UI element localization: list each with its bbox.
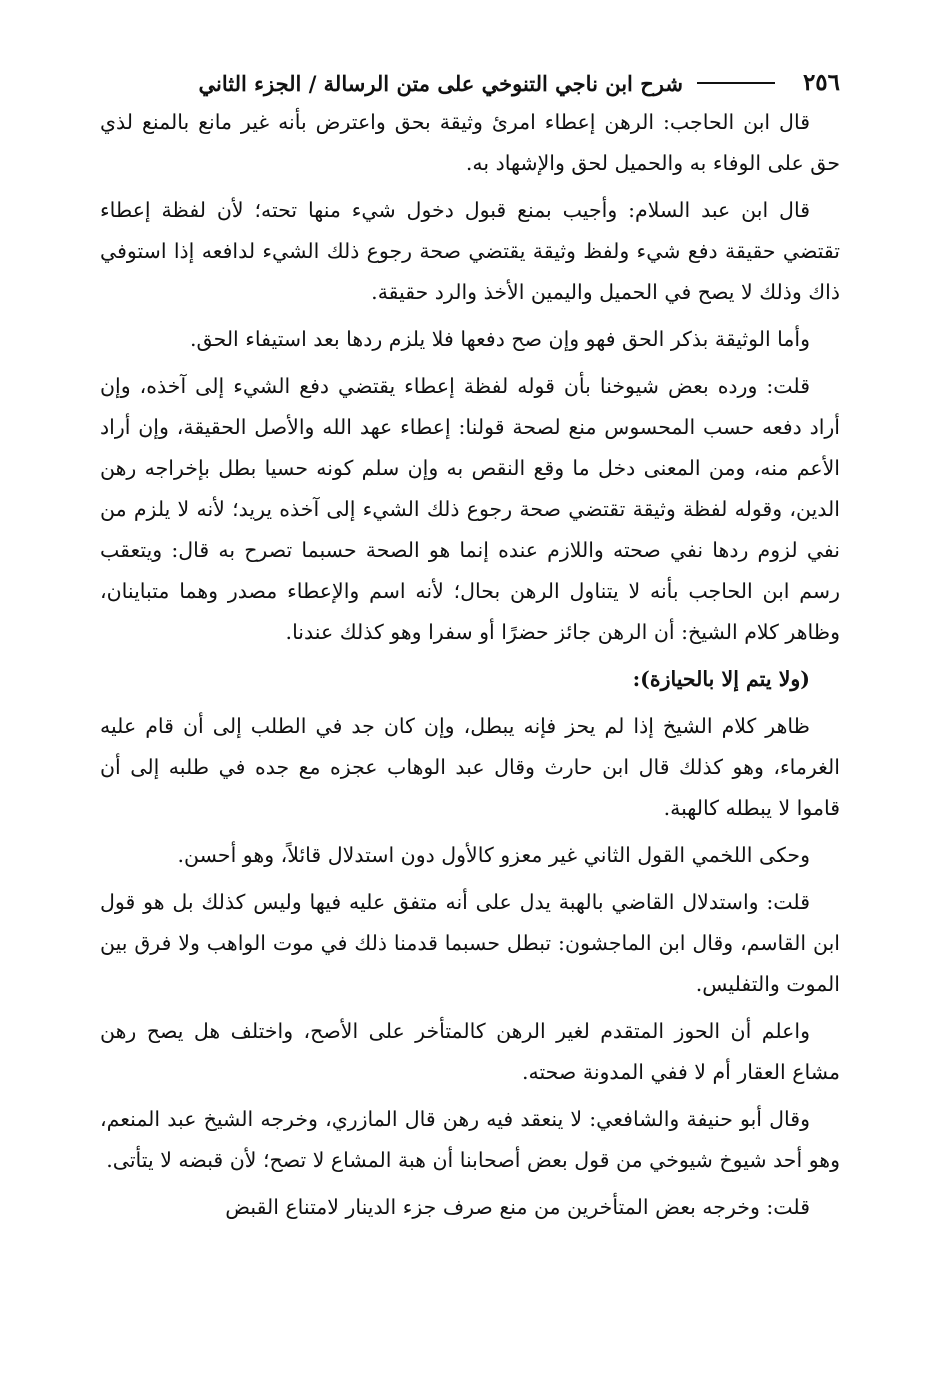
- paragraph: وأما الوثيقة بذكر الحق فهو وإن صح دفعها فلا يلزم ردها بعد استيفاء الحق.: [189, 327, 810, 351]
- paragraph: قلت: وخرجه بعض المتأخرين من منع صرف جزء الدينار لامتناع القبض: [225, 1195, 810, 1219]
- paragraph: قال ابن الحاجب: الرهن إعطاء امرئ وثيقة بحق واعترض بأنه غير مانع بالمنع لذي حق على الوفاء به والحميل لحق والإشهاد به.: [100, 110, 840, 175]
- running-title: شرح ابن ناجي التنوخي على متن الرسالة / الجزء الثاني: [198, 71, 683, 96]
- section-heading: (ولا يتم إلا بالحيازة):: [632, 667, 810, 691]
- body-text: [100, 102, 840, 1228]
- paragraph: وقال أبو حنيفة والشافعي: لا ينعقد فيه رهن قال المازري، وخرجه الشيخ عبد المنعم، وهو أحد شيوخ شيوخي من قول بعض أصحابنا أن هبة المشاع لا تصح؛ لأن قبضه لا يتأتى.: [100, 1107, 840, 1172]
- page-header: [100, 52, 840, 96]
- header-rule: [697, 82, 775, 84]
- paragraph: وحكى اللخمي القول الثاني غير معزو كالأول دون استدلال قائلاً، وهو أحسن.: [177, 843, 810, 867]
- page-number: ٢٥٦: [802, 69, 840, 96]
- paragraph: واعلم أن الحوز المتقدم لغير الرهن كالمتأخر على الأصح، واختلف هل يصح رهن مشاع العقار أم لا ففي المدونة صحته.: [100, 1019, 840, 1084]
- paragraph: ظاهر كلام الشيخ إذا لم يحز فإنه يبطل، وإن كان جد في الطلب إلى أن قام عليه الغرماء، وهو كذلك قال ابن حارث وقال عبد الوهاب عجزه مع جده في طلبه إلى أن قاموا لا يبطله كالهبة.: [100, 714, 840, 820]
- paragraph: قلت: ورده بعض شيوخنا بأن قوله لفظة إعطاء يقتضي دفع الشيء إلى آخذه، وإن أراد دفعه حسب المحسوس منع لصحة قولنا: إعطاء عهد الله والأصل الحقيقة، وإن أراد الأعم منه، ومن المعنى دخل ما وقع النقص به وإن سلم كونه حسيا بطل بإخراجه رهن الدين، وقوله لفظة وثيقة تقتضي صحة رجوع ذلك الشيء إلى آخذه يريد؛ لأنه لا يلزم من نفي لزوم ردها نفي صحته واللازم عنده إنما هو الصحة حسبما تصرح به قال: ويتعقب رسم ابن الحاجب بأنه لا يتناول الرهن بحال؛ لأنه اسم والإعطاء مصدر وهما متباينان، وظاهر كلام الشيخ: أن الرهن جائز حضرًا أو سفرا وهو كذلك عندنا.: [100, 374, 840, 644]
- document-page: [100, 52, 840, 1234]
- paragraph: قلت: واستدلال القاضي بالهبة يدل على أنه متفق عليه فيها وليس كذلك بل هو قول ابن القاسم، وقال ابن الماجشون: تبطل حسبما قدمنا ذلك في موت الواهب ولا فرق بين الموت والتفليس.: [100, 890, 840, 996]
- paragraph: قال ابن عبد السلام: وأجيب بمنع قبول دخول شيء منها تحته؛ لأن لفظة إعطاء تقتضي حقيقة دفع شيء ولفظ وثيقة يقتضي صحة رجوع ذلك الشيء لدافعه إذا استوفي ذاك وذلك لا يصح في الحميل واليمين الأخذ والرد حقيقة.: [100, 198, 840, 304]
